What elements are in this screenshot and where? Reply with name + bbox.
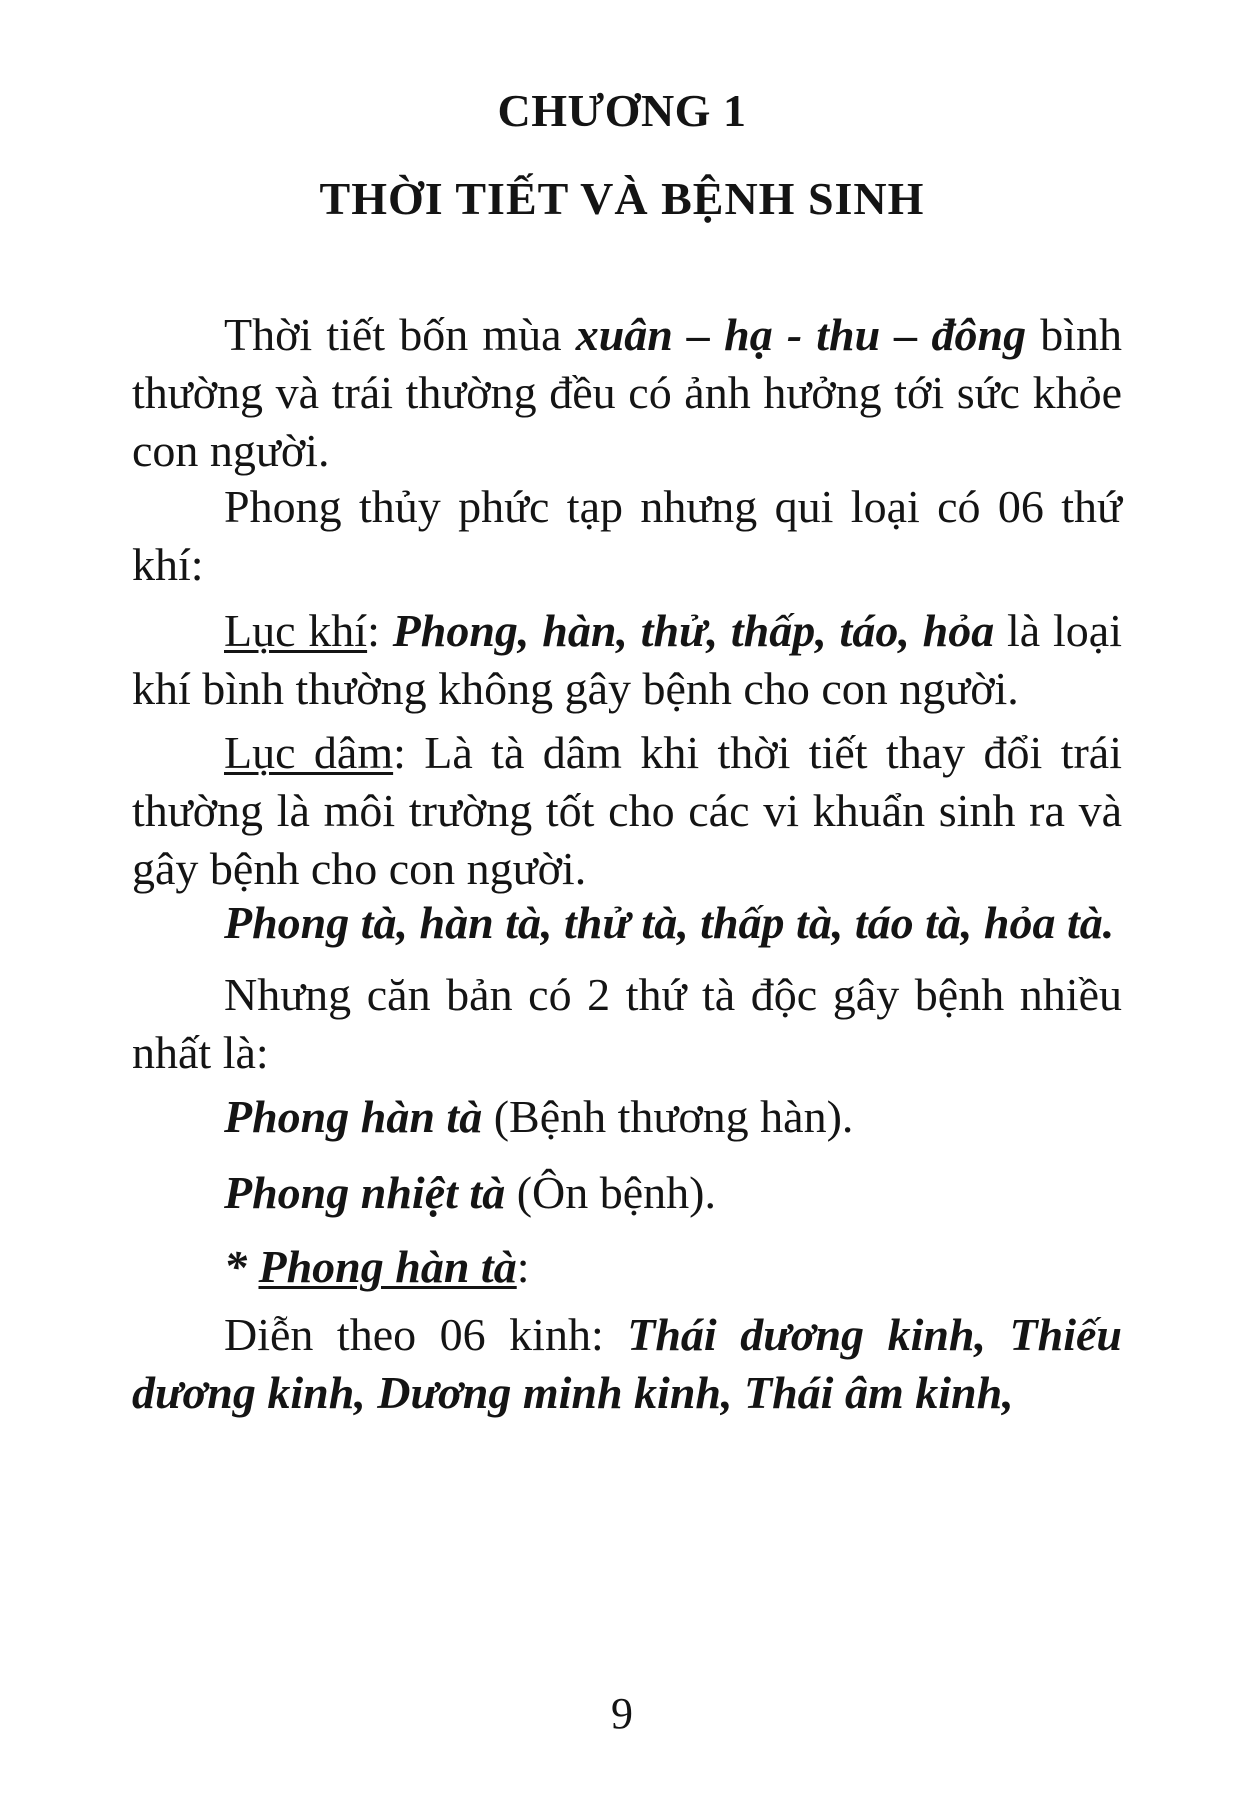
- paragraph-phong-han: [132, 1088, 1122, 1146]
- text: Diễn theo 06 kinh:: [224, 1309, 628, 1360]
- emphasis-channels: Thái dương kinh, Thiếu dương kinh, Dương minh kinh, Thái âm kinh,: [132, 1309, 1122, 1418]
- paragraph-seasons: [132, 306, 1122, 480]
- paragraph-evil-list: Phong tà, hàn tà, thử tà, thấp tà, táo tà, hỏa tà.: [224, 897, 1115, 948]
- paragraph-luc-khi: [132, 602, 1122, 718]
- paragraph-phong-nhiet: [132, 1164, 1122, 1222]
- section-phong-han-ta: [132, 1238, 1122, 1296]
- chapter-label: CHƯƠNG 1: [497, 85, 747, 136]
- text: :: [367, 605, 393, 656]
- text: :: [516, 1241, 530, 1292]
- paragraph-luc-dam: [132, 724, 1122, 898]
- text: là loại khí bình thường không gây bệnh cho con người.: [132, 605, 1122, 714]
- chapter-title: THỜI TIẾT VÀ BỆNH SINH: [319, 173, 925, 224]
- text: : Là tà dâm khi thời tiết thay đổi trái thường là môi trường tốt cho các vi khuẩn sinh ra và gây bệnh cho con người.: [132, 727, 1122, 894]
- text: bình thường và trái thường đều có ảnh hưởng tới sức khỏe con người.: [132, 309, 1122, 476]
- term-luc-dam: Lục dâm: [224, 727, 394, 778]
- paragraph-two-evils: Nhưng căn bản có 2 thứ tà độc gây bệnh nhiều nhất là:: [132, 969, 1122, 1078]
- text: (Bệnh thương hàn).: [482, 1091, 854, 1142]
- section-heading-phong-han-ta: Phong hàn tà: [258, 1241, 517, 1292]
- term-phong-han-ta: Phong hàn tà: [224, 1091, 483, 1142]
- term-phong-nhiet-ta: Phong nhiệt tà: [224, 1167, 506, 1218]
- paragraph-six-channels: [132, 1306, 1122, 1422]
- bullet-star: *: [224, 1241, 259, 1292]
- paragraph-six-qi: Phong thủy phức tạp nhưng qui loại có 06 thứ khí:: [132, 481, 1122, 590]
- page-number: 9: [611, 1689, 633, 1738]
- text: Thời tiết bốn mùa: [224, 309, 576, 360]
- term-luc-khi: Lục khí: [224, 605, 368, 656]
- emphasis-seasons: xuân – hạ - thu – đông: [575, 309, 1027, 360]
- text: (Ôn bệnh).: [505, 1167, 716, 1218]
- emphasis-qi-list: Phong, hàn, thử, thấp, táo, hỏa: [392, 605, 995, 656]
